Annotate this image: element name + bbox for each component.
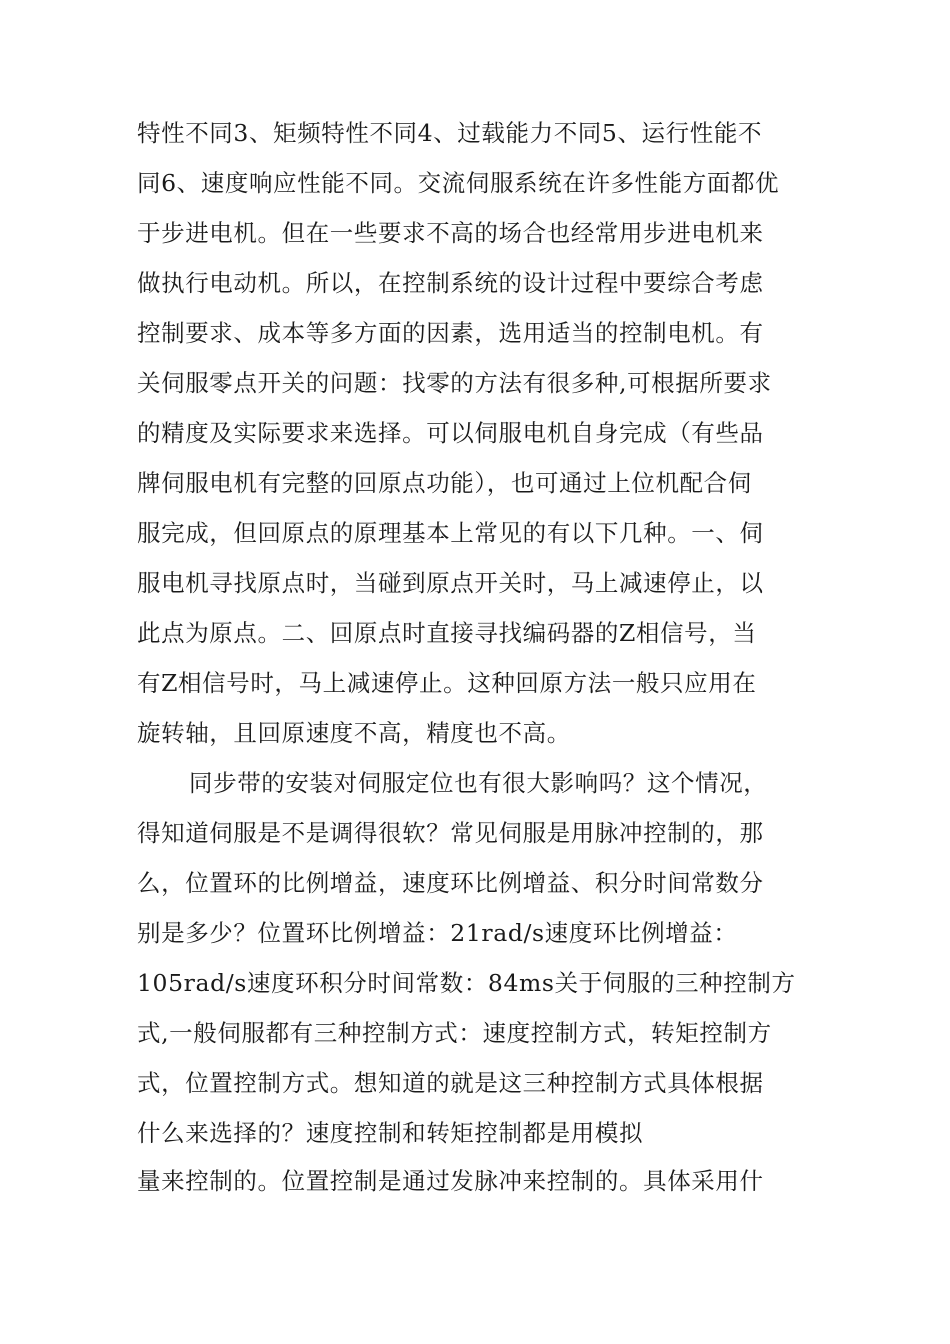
text-line-2: 同6、速度响应性能不同。交流伺服系统在许多性能方面都优 <box>137 169 780 197</box>
text-line-22: 量来控制的。位置控制是通过发脉冲来控制的。具体采用什 <box>137 1167 764 1195</box>
text-line-9: 服完成，但回原点的原理基本上常见的有以下几种。一、伺 <box>137 519 764 547</box>
text-line-16: 么，位置环的比例增益，速度环比例增益、积分时间常数分 <box>137 869 764 897</box>
text-line-17: 别是多少？位置环比例增益：21rad/s速度环比例增益： <box>137 919 738 947</box>
paragraph-2-first-line: 同步带的安装对伺服定位也有很大影响吗？这个情况， <box>189 769 768 797</box>
text-line-3: 于步进电机。但在一些要求不高的场合也经常用步进电机来 <box>137 219 764 247</box>
text-line-8: 牌伺服电机有完整的回原点功能），也可通过上位机配合伺 <box>137 469 752 497</box>
text-line-1: 特性不同3、矩频特性不同4、过载能力不同5、运行性能不 <box>137 119 763 147</box>
text-line-19: 式,一般伺服都有三种控制方式：速度控制方式，转矩控制方 <box>137 1019 772 1047</box>
text-line-21: 什么来选择的？速度控制和转矩控制都是用模拟 <box>137 1119 644 1147</box>
text-line-13: 旋转轴，且回原速度不高，精度也不高。 <box>137 719 571 747</box>
text-line-7: 的精度及实际要求来选择。可以伺服电机自身完成（有些品 <box>137 419 764 447</box>
text-line-12: 有Z相信号时，马上减速停止。这种回原方法一般只应用在 <box>137 669 757 697</box>
text-line-18: 105rad/s速度环积分时间常数：84ms关于伺服的三种控制方 <box>137 969 796 997</box>
text-line-5: 控制要求、成本等多方面的因素，选用适当的控制电机。有 <box>137 319 764 347</box>
text-line-20: 式，位置控制方式。想知道的就是这三种控制方式具体根据 <box>137 1069 764 1097</box>
text-line-10: 服电机寻找原点时，当碰到原点开关时，马上减速停止，以 <box>137 569 764 597</box>
text-line-4: 做执行电动机。所以，在控制系统的设计过程中要综合考虑 <box>137 269 764 297</box>
text-line-6: 关伺服零点开关的问题：找零的方法有很多种,可根据所要求 <box>137 369 772 397</box>
text-line-15: 得知道伺服是不是调得很软？常见伺服是用脉冲控制的，那 <box>137 819 764 847</box>
text-line-11: 此点为原点。二、回原点时直接寻找编码器的Z相信号，当 <box>137 619 757 647</box>
